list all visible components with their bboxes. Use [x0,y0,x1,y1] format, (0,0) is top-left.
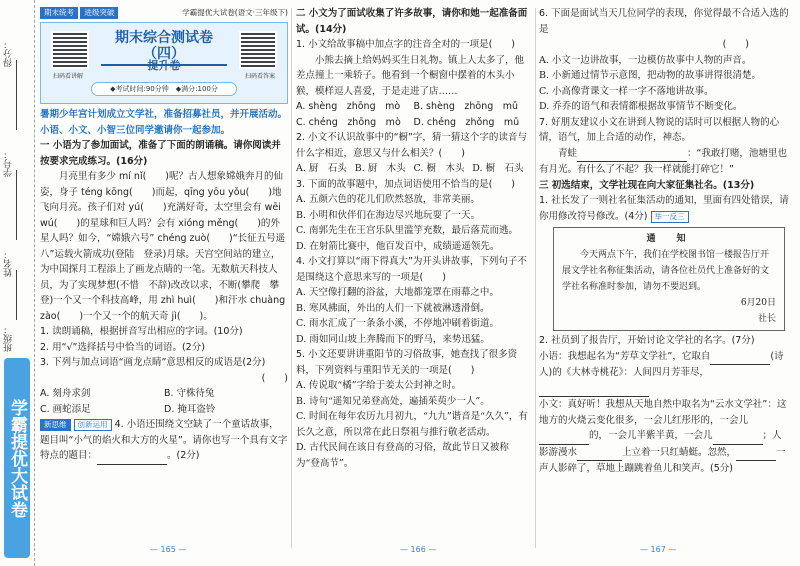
class-label: 班级： [4,325,14,352]
name-line [16,270,17,320]
q2-2: 2. 小文不认识故事中的“橱”字，猜一猜这个字的读音与什么字相近，意思又与什么相关？( ) [296,132,527,159]
q2-5-option-a[interactable]: A. 传说取“橘”字给于姜太公封神之时。 [296,380,462,391]
intro-text: 暑期少年宫计划成立文学社，准备招募社员，并开展活动。小语、小文、小智三位同学邀请你一起参加。 [40,109,288,136]
q3-2-xiaowen-text-d: 上立着一只红蜻蜓。忽然， [622,446,737,458]
q2-7-sentence [539,146,789,178]
column-left [40,6,288,465]
q2-6-answer-paren[interactable]: ( ) [722,39,749,50]
q1-1: 1. 读朗诵稿，根据拼音写出相应的字词。(10分) [40,326,243,337]
q2-3-option-b[interactable]: B. 小明和伙伴们在海边尽兴地玩耍了一天。 [296,209,481,221]
q2-2-option-b[interactable]: B. 厨 木头 [354,163,406,174]
q3-2-poet-blank[interactable] [710,349,770,366]
notice-body[interactable]: 今天两点下午，我们在学校图书馆一楼报告厅开展文学社名称征集活动，请各位社员代上准备好的文学社名称准时参加，请勿不要迟到。 [562,250,770,292]
q2-2-option-d[interactable]: D. 橱 石头 [472,163,524,174]
divider-2 [535,8,536,548]
page-number-166: — 166 — [400,545,437,554]
q3-2-blank-2[interactable] [713,428,763,445]
id-label: 学号： [4,150,14,177]
q1-4-answer-blank[interactable] [97,448,167,465]
q3-2-xiaowen-text: 小文：真好听！我想从天地自然中取名为“云水文学社”：这地方的火烧云变化很多，一会儿红彤彤的，一会儿 [539,399,787,426]
q2-7-subject: 青蛙 [558,147,578,159]
q2-1: 1. 小文给故事稿中加点字的注音全对的一项是( ) [296,39,515,50]
q2-3-option-c[interactable]: C. 南郭先生在王宫乐队里滥竽充数，最后落荒而逃。 [296,225,518,236]
q2-7-quote: ：“我敢打赌，池塘里也有月光。有什么了不起？我一样就能打碎它！” [539,147,787,175]
q2-1-option-d[interactable]: D. chéng zhǒng mǔ [413,116,520,128]
q3-2: 2. 社员到了报告厅，开始讨论文学社的名字。(7分) [539,335,755,346]
notice-box [553,227,785,331]
q3-2-blank-1[interactable] [539,428,589,445]
qr-caption-right: 扫码看答案 [244,73,275,80]
q2-3: 3. 下面的故事题中，加点词语使用不恰当的是( ) [296,178,515,190]
section-3-title: 三 初选结束，文学社现在向大家征集社名。(13分) [539,179,755,191]
q1-4 [40,417,288,465]
q3-1-text: 1. 社长发了一则社名征集活动的通知，里面有四处错误，请你用修改符号修改。(4分) [539,195,789,222]
notice-signature: 社长 [757,314,776,324]
column-middle [296,6,531,471]
tag-advance: 进级突破 [80,7,118,19]
q2-1-options-row2 [296,115,531,131]
q2-1-options-row1 [296,99,531,115]
q1-2: 2. 用“√”选择括号中恰当的词语。(2分) [40,341,205,353]
q2-6-option-b[interactable]: B. 小新通过情节示意图，把动物的故事讲得很清楚。 [539,70,762,81]
q2-1-option-c[interactable]: C. chéng zhōng mò [296,116,401,128]
q2-1-option-b[interactable]: B. shèng zhōng mǔ [413,101,519,112]
q2-3-option-a[interactable]: A. 五颜六色的花儿们欣然怒放，非常美丽。 [296,194,480,205]
q2-4-option-c[interactable]: C. 雨水汇成了一条条小溪，不停地冲刷着街道。 [296,318,499,329]
qr-caption-left: 扫码看讲解 [52,73,83,80]
q3-2-xiaowen-text-b: 的，一会儿半紫半黄，一会儿 [589,430,713,441]
q2-4-option-d[interactable]: D. 雨如同山坡上奔腾而下的野马，来势迅猛。 [296,333,490,345]
qr-code-right [239,31,277,69]
q1-4-text: 4. 小语还围绕文空缺了一个童话故事，题目叫“小气的焰火和大方的火星”。请你也写一个具有文字特点的题目： [40,419,288,461]
binding-strip [0,0,35,566]
q2-6-option-a[interactable]: A. 小文一边讲故事，一边模仿故事中人物的声音。 [539,54,752,66]
score-line [16,60,17,130]
q1-3-options-row2 [40,402,288,418]
q2-6-option-c[interactable]: C. 小高像背课文一样一字不落地讲故事。 [539,85,714,97]
q2-7: 7. 好朋友建议小文在讲到人物说的话时可以根据人物的心情，语气，加上合适的动作，神态。 [539,116,780,143]
brand-logo: 学霸提优大试卷 [4,358,30,558]
q2-4-option-a[interactable]: A. 天空像打翻的浴盆，大地都笼罩在雨幕之中。 [296,287,499,298]
q3-1 [539,193,789,224]
title-box [40,22,288,104]
q3-2-poem-blank[interactable] [539,381,649,398]
q2-6-option-d[interactable]: D. 乔乔的语气和表情都根据故事情节不断变化。 [539,101,743,112]
score-label: 得分： [4,40,14,67]
notice-date: 6月20日 [740,298,776,308]
page-number-167: — 167 — [640,545,677,554]
q1-3-option-b[interactable]: B. 守株待兔 [164,388,215,399]
page-number-165: — 165 — [150,545,187,554]
id-line [16,170,17,240]
q2-3-option-d[interactable]: D. 在射箭比赛中，他百发百中，成绩遥遥领先。 [296,240,500,252]
q3-1-tag: 举一反三 [651,211,689,223]
notice-title: 通 知 [646,234,692,244]
q1-3-option-a[interactable]: A. 刻舟求剑 [40,388,91,399]
q3-2-xiaoyu [539,349,789,398]
section-1-title: 一 小语为了参加面试，准备了下面的朗诵稿。请你阅读并按要求完成练习。(16分) [40,140,281,167]
q2-7-answer-blank[interactable] [577,146,687,163]
q3-2-xiaoyu-text-b: (诗人)的《大林寺桃花》：人间四月芳菲尽， [539,350,784,378]
q2-6: 6. 下面是面试当天几位同学的表现，你觉得最不合适入选的是 [539,8,789,35]
q3-2-xiaoyu-text: 小语：我想起名为“芳草文学社”，它取自 [539,350,711,362]
q2-2-options [296,161,531,177]
q3-2-blank-4[interactable] [736,445,776,462]
page-title: 期末综合测试卷（四） [101,31,227,66]
q3-2-blank-3[interactable] [577,445,622,462]
name-label: 姓名： [4,250,14,277]
section-2-title: 二 小文为了面试收集了许多故事，请你和她一起准备面试。(14分) [296,8,528,35]
exam-meta: ◆考试时间:90分钟 ◆满分:100分 [91,82,237,96]
q1-3-option-c[interactable]: C. 画蛇添足 [40,403,91,415]
q1-4-end: 。(2分) [167,450,200,461]
q1-4-tag-new: 新思维 [40,419,71,431]
tag-final-exam: 期末统考 [40,7,78,19]
q1-3-options-row1 [40,386,288,402]
header-topbar [40,6,288,20]
q1-3: 3. 下列与加点词语“画龙点睛”意思相反的成语是(2分) [40,357,266,368]
q2-4: 4. 小文打算以“雨下得真大”为开头讲故事，下列句子不是围绕这个意思来写的一项是( ) [296,256,527,283]
divider-1 [291,8,292,548]
q2-5-option-d[interactable]: D. 古代民间在该日有登高的习俗，故此节日又被称为“登高节”。 [296,442,509,469]
q2-2-option-a[interactable]: A. 厨 石头 [296,163,347,174]
q3-2-xiaowen-text-e: 一声人影碎了，草地上蹦跳着鱼儿和笑声。(5分) [539,446,786,474]
page-subtitle: 提升卷 [147,59,181,72]
q2-2-option-c[interactable]: C. 橱 木头 [413,163,465,174]
q3-2-xiaowen-text-c: ；人影游漫水 [539,430,782,458]
passage-text: 月亮里有多少 mí nǐ( )呢？古人想象嫦娥奔月的仙姿，身子 téng kōng( )而起，qīng yōu yǒu( )地飞向月亮。孩子们对 yú( )充满好奇，太空里会有 wēi wú( )的星球和巨人吗？会有 xióng měng( )的外星人吗？如今，“嫦娥六号” chéng zuò( )“长征五号遥八”运载火箭成功(登陆 登录)月球。天宫空间站的建立，为中国探月工程添上了画龙点睛的一笔。无数航天科技人员，为了实现梦想(不惜 不辞)改改以求，不断(攀爬 攀登)一个又一个科技高峰，用 zhì huì( )和汗水 chuàng zào( )一个又一个的航天奇 jì( )。 [40,171,286,322]
column-right [539,6,789,477]
q1-3-answer-paren[interactable]: ( ) [261,372,288,384]
q2-1-passage: 小熊去摘上给妈妈买生日礼物。镇上人太多了，他差点撞上一乘轿子。他看到一个橱窗中摆着的木头小猴，模样逗人喜爱，于是走进了店…… [296,54,525,97]
q2-5-option-c[interactable]: C. 时间在每年农历九月初九，“九九”谐音是“久久”，有长久之意，所以常在此日祭祖与推行敬老活动。 [296,411,528,438]
q2-5-option-b[interactable]: B. 诗句“遥知兄弟登高处，遍插茱萸少一人”。 [296,395,490,407]
q2-4-option-b[interactable]: B. 寒风拂面，外出的人们一下就被淋透滑倒。 [296,302,490,314]
series-label: 学霸提优大试卷(语文·三年级下) [182,8,288,18]
q2-5: 5. 小文还要讲讲重阳节的习俗故事，她查找了很多资料，下列资料与重阳节无关的一项是( ) [296,349,518,376]
q2-1-option-a[interactable]: A. shèng zhōng mò [296,101,401,112]
q1-4-tag-creative: 创新运用 [74,419,112,431]
q3-2-xiaowen [539,397,789,477]
q1-3-option-d[interactable]: D. 掩耳盗铃 [164,403,216,415]
